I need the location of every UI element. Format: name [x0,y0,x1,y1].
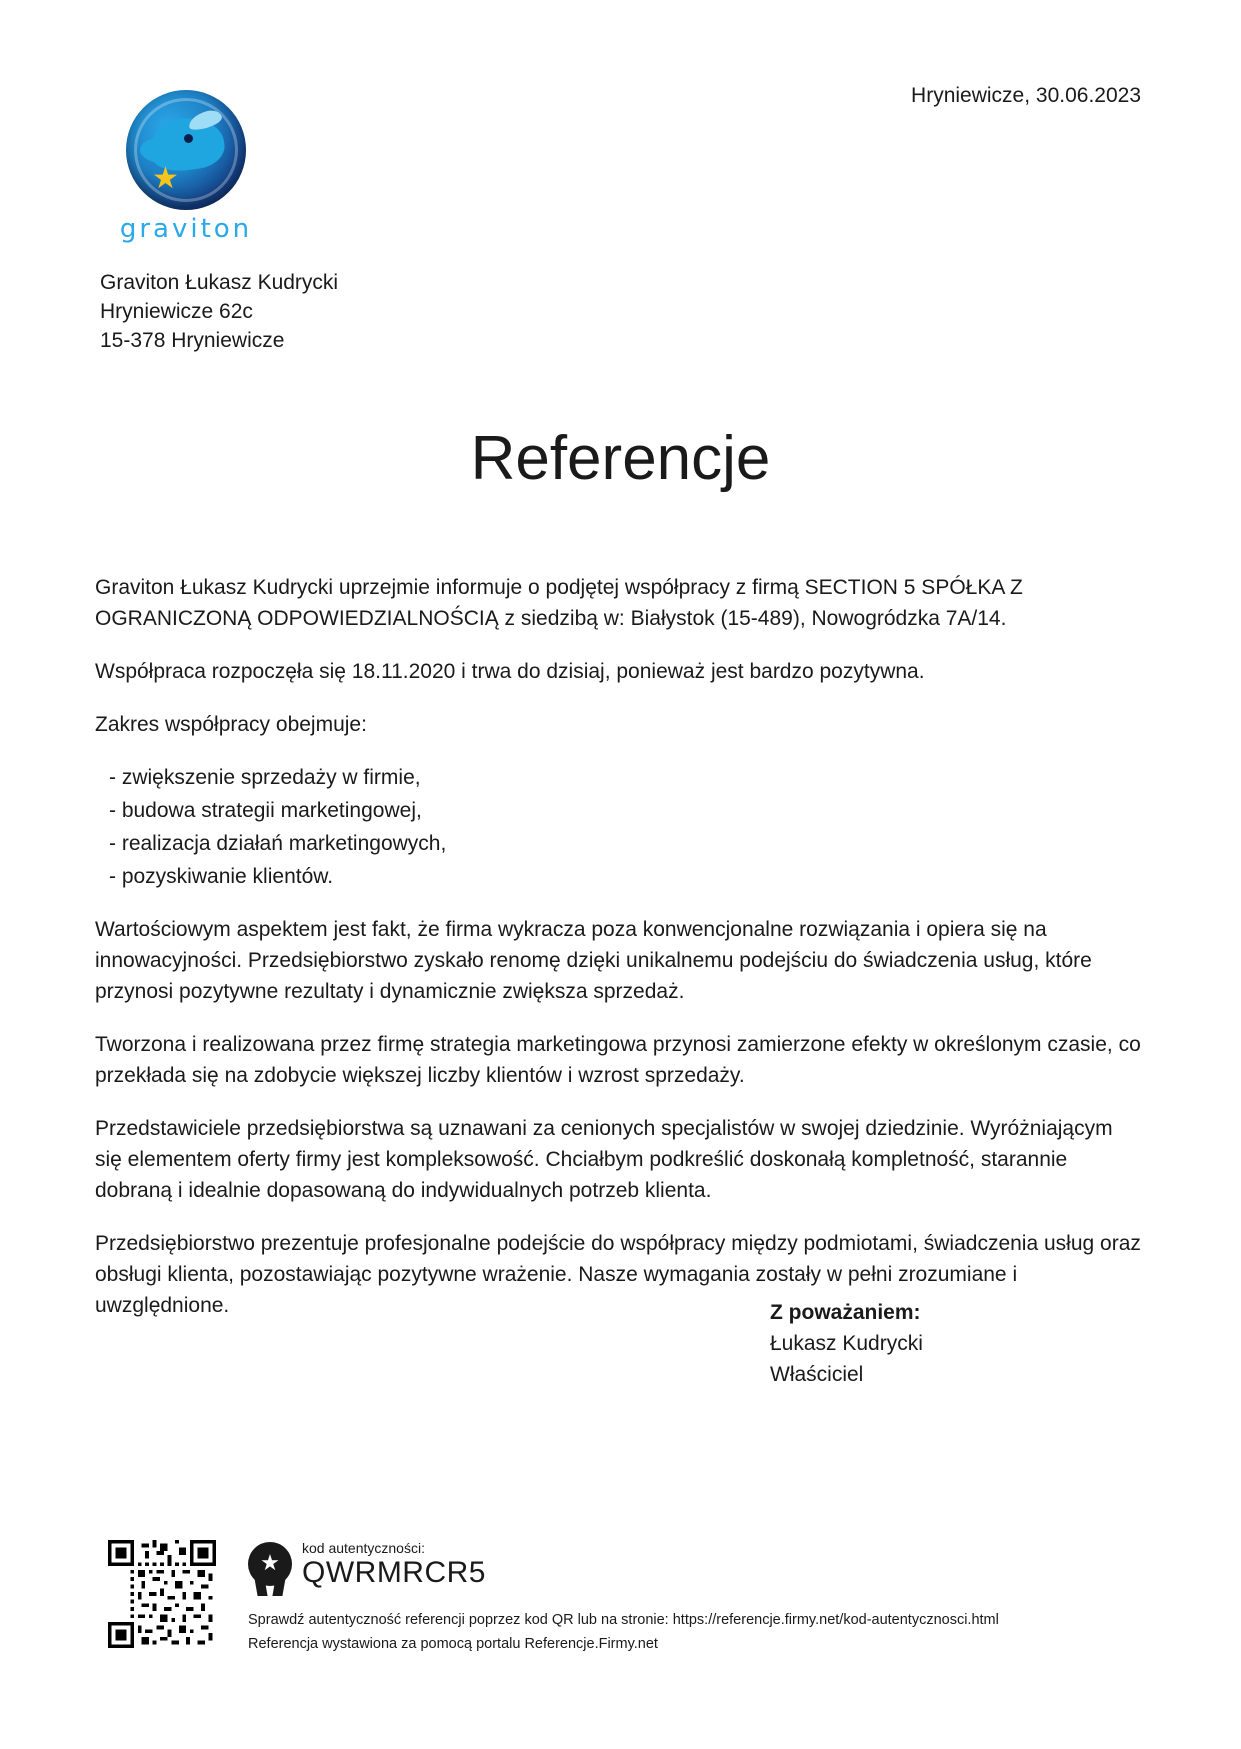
seal-ribbon-right-icon [272,1578,285,1596]
sender-city: 15-378 Hryniewicze [100,329,285,352]
paragraph-intro: Graviton Łukasz Kudrycki uprzejmie informuje o podjętej współpracy z firmą SECTION 5 SPÓŁKA Z OGRANICZONĄ ODPOWIEDZIALNOŚCIĄ z siedzibą w: Białystok (15-489), Nowogródzka 7A/14. [95,576,1023,630]
seal-ribbon-left-icon [254,1578,267,1596]
list-item: - realizacja działań marketingowych, [109,832,447,855]
footer-note-line-1: Sprawdź autentyczność referencji poprzez kod QR lub na stronie: https://referencje.firmy.net/kod-autentycznosci.html [248,1612,999,1628]
sender-street: Hryniewicze 62c [100,300,253,323]
scope-list [95,762,1145,892]
page-title: Referencje [470,424,771,493]
dinosaur-eye-icon [184,134,193,143]
paragraph-professionalism: Przedsiębiorstwo prezentuje profesjonalne podejście do współpracy między podmiotami, świadczenia usług oraz obsługi klienta, pozostawiając pozytywne wrażenie. Nasze wymagania zostały w pełni zrozumiane i uwzględnione. [95,1232,1141,1317]
list-item: - budowa strategii marketingowej, [109,799,422,822]
sender-address [100,268,338,355]
paragraph-cooperation-start: Współpraca rozpoczęła się 18.11.2020 i trwa do dzisiaj, ponieważ jest bardzo pozytywna. [95,660,925,683]
signature-block [770,1297,923,1390]
authenticity-code-value: QWRMRCR5 [302,1556,486,1589]
signature-name: Łukasz Kudrycki [770,1332,923,1355]
authenticity-badge [248,1540,1148,1652]
footer-note [248,1608,1188,1656]
sender-name: Graviton Łukasz Kudrycki [100,271,339,294]
document-body [95,572,1145,1343]
authenticity-code-texts [302,1540,486,1589]
paragraph-strategy: Tworzona i realizowana przez firmę strategia marketingowa przynosi zamierzone efekty w określonym czasie, co przekłada się na zdobycie większej liczby klientów i wzrost sprzedaży. [95,1033,1141,1087]
authenticity-code-row [248,1540,1148,1589]
qr-code-icon[interactable] [108,1540,216,1648]
logo-circle-icon [126,90,246,210]
paragraph-scope-header: Zakres współpracy obejmuje: [95,713,367,736]
company-logo [108,90,258,255]
list-item: - zwiększenie sprzedaży w firmie, [109,766,421,789]
logo-wordmark: graviton [119,214,253,244]
date-line: Hryniewicze, 30.06.2023 [911,84,1141,107]
list-item: - pozyskiwanie klientów. [109,865,334,888]
seal-star-icon [248,1542,292,1586]
footer-note-line-2: Referencja wystawiona za pomocą portalu Referencje.Firmy.net [248,1636,658,1652]
authenticity-code-label: kod autentyczności: [302,1540,425,1556]
paragraph-representatives: Przedstawiciele przedsiębiorstwa są uznawani za cenionych specjalistów w swojej dziedzinie. Wyróżniającym się elementem oferty firmy jest kompleksowość. Chciałbym podkreślić doskonałą kompletność, starannie dobraną i idealnie dopasowaną do indywidualnych potrzeb klienta. [95,1117,1113,1202]
paragraph-value: Wartościowym aspektem jest fakt, że firma wykracza poza konwencjonalne rozwiązania i opiera się na innowacyjności. Przedsiębiorstwo zyskało renomę dzięki unikalnemu podejściu do świadczenia usług, które przynosi pozytywne rezultaty i dynamicznie zwiększa sprzedaż. [95,918,1092,1003]
signature-closing: Z poważaniem: [770,1301,921,1324]
signature-role: Właściciel [770,1363,864,1386]
